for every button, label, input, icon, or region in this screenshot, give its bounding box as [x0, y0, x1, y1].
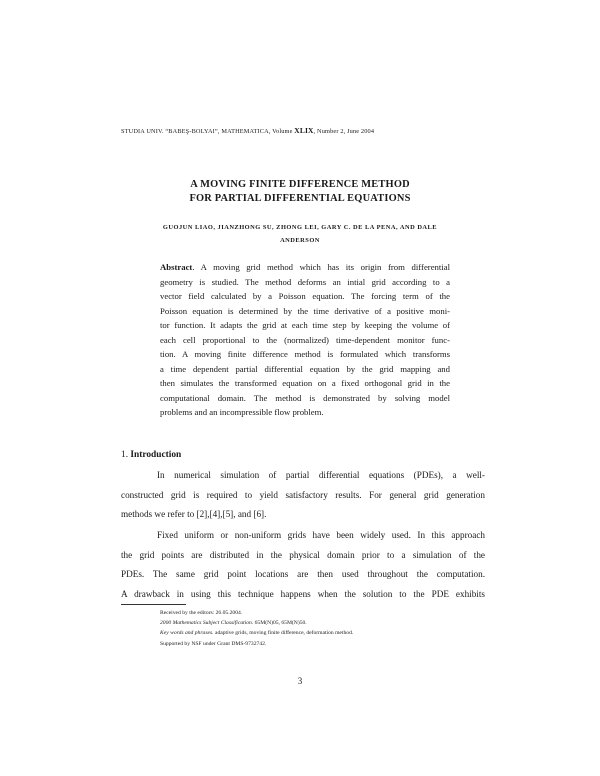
body-paragraph-2 [121, 526, 485, 605]
body-line: A drawback in using this technique happens when the solution to the PDE exhibits [121, 589, 485, 600]
body-line: PDEs. The same grid point locations are then used throughout the computation. [121, 569, 485, 580]
abstract-line: Abstract. A moving grid method which has its origin from differential [160, 262, 450, 272]
author-list [130, 222, 470, 247]
running-header [121, 126, 374, 135]
abstract-line: vector field calculated by a Poisson equation. The forcing term of the [160, 291, 450, 301]
body-line: the grid points are distributed in the physical domain prior to a simulation of the [121, 549, 485, 560]
footnote-keywords: Key words and phrases. adaptive grids, moving finite difference, deformation method. [160, 630, 354, 637]
body-line: methods we refer to [2],[4],[5], and [6]. [121, 509, 267, 520]
paper-title-line-1: A MOVING FINITE DIFFERENCE METHOD [190, 179, 410, 190]
footnote-divider [121, 604, 186, 605]
section-number: 1. [121, 450, 129, 460]
footnotes [160, 608, 480, 649]
section-heading [121, 450, 181, 460]
abstract [160, 260, 450, 420]
paper-title-line-2: FOR PARTIAL DIFFERENTIAL EQUATIONS [189, 193, 411, 204]
abstract-line: problems and an incompressible flow problem. [160, 407, 324, 417]
header-prefix: STUDIA UNIV. “BABEŞ-BOLYAI”, MATHEMATICA, Volume [121, 128, 295, 135]
body-line: constructed grid is required to yield satisfactory results. For general grid generation [121, 489, 485, 500]
body-paragraph-1 [121, 466, 485, 525]
footnote-support: Supported by NSF under Grant DMS-9732742. [160, 640, 267, 647]
footnote-msc: 2000 Mathematics Subject Classification. 65M(N)05, 65M(N)50. [160, 620, 307, 627]
footnote-received: Received by the editors: 26.05.2004. [160, 610, 243, 616]
body-line: Fixed uniform or non-uniform grids have been widely used. In this approach [157, 530, 485, 540]
page-number: 3 [297, 676, 303, 686]
abstract-line: each cell proportional to the (normalized) time-dependent monitor func- [160, 334, 450, 345]
abstract-line: tor function. It adapts the grid at each time step by keeping the volume of [160, 320, 450, 330]
abstract-line: geometry is studied. The method deforms an intial grid according to a [160, 276, 450, 287]
abstract-label: Abstract [160, 262, 193, 272]
header-volume: XLIX [294, 126, 314, 135]
body-line: In numerical simulation of partial differential equations (PDEs), a well- [157, 470, 485, 480]
abstract-line: then simulates the transformed equation on a fixed orthogonal grid in the [160, 378, 450, 388]
author-line-1: GUOJUN LIAO, JIANZHONG SU, ZHONG LEI, GARY C. DE LA PENA, AND DALE [162, 224, 438, 231]
author-line-2: ANDERSON [280, 236, 320, 244]
abstract-line: Poisson equation is determined by the time derivative of a positive moni- [160, 305, 450, 316]
abstract-line: a time dependent partial differential equation by the grid mapping and [160, 363, 450, 374]
header-suffix: , Number 2, June 2004 [313, 128, 375, 135]
section-title: Introduction [130, 450, 182, 460]
abstract-line: computational domain. The method is demonstrated by solving model [160, 392, 450, 403]
abstract-line: tion. A moving finite difference method is formulated which transforms [160, 349, 450, 359]
